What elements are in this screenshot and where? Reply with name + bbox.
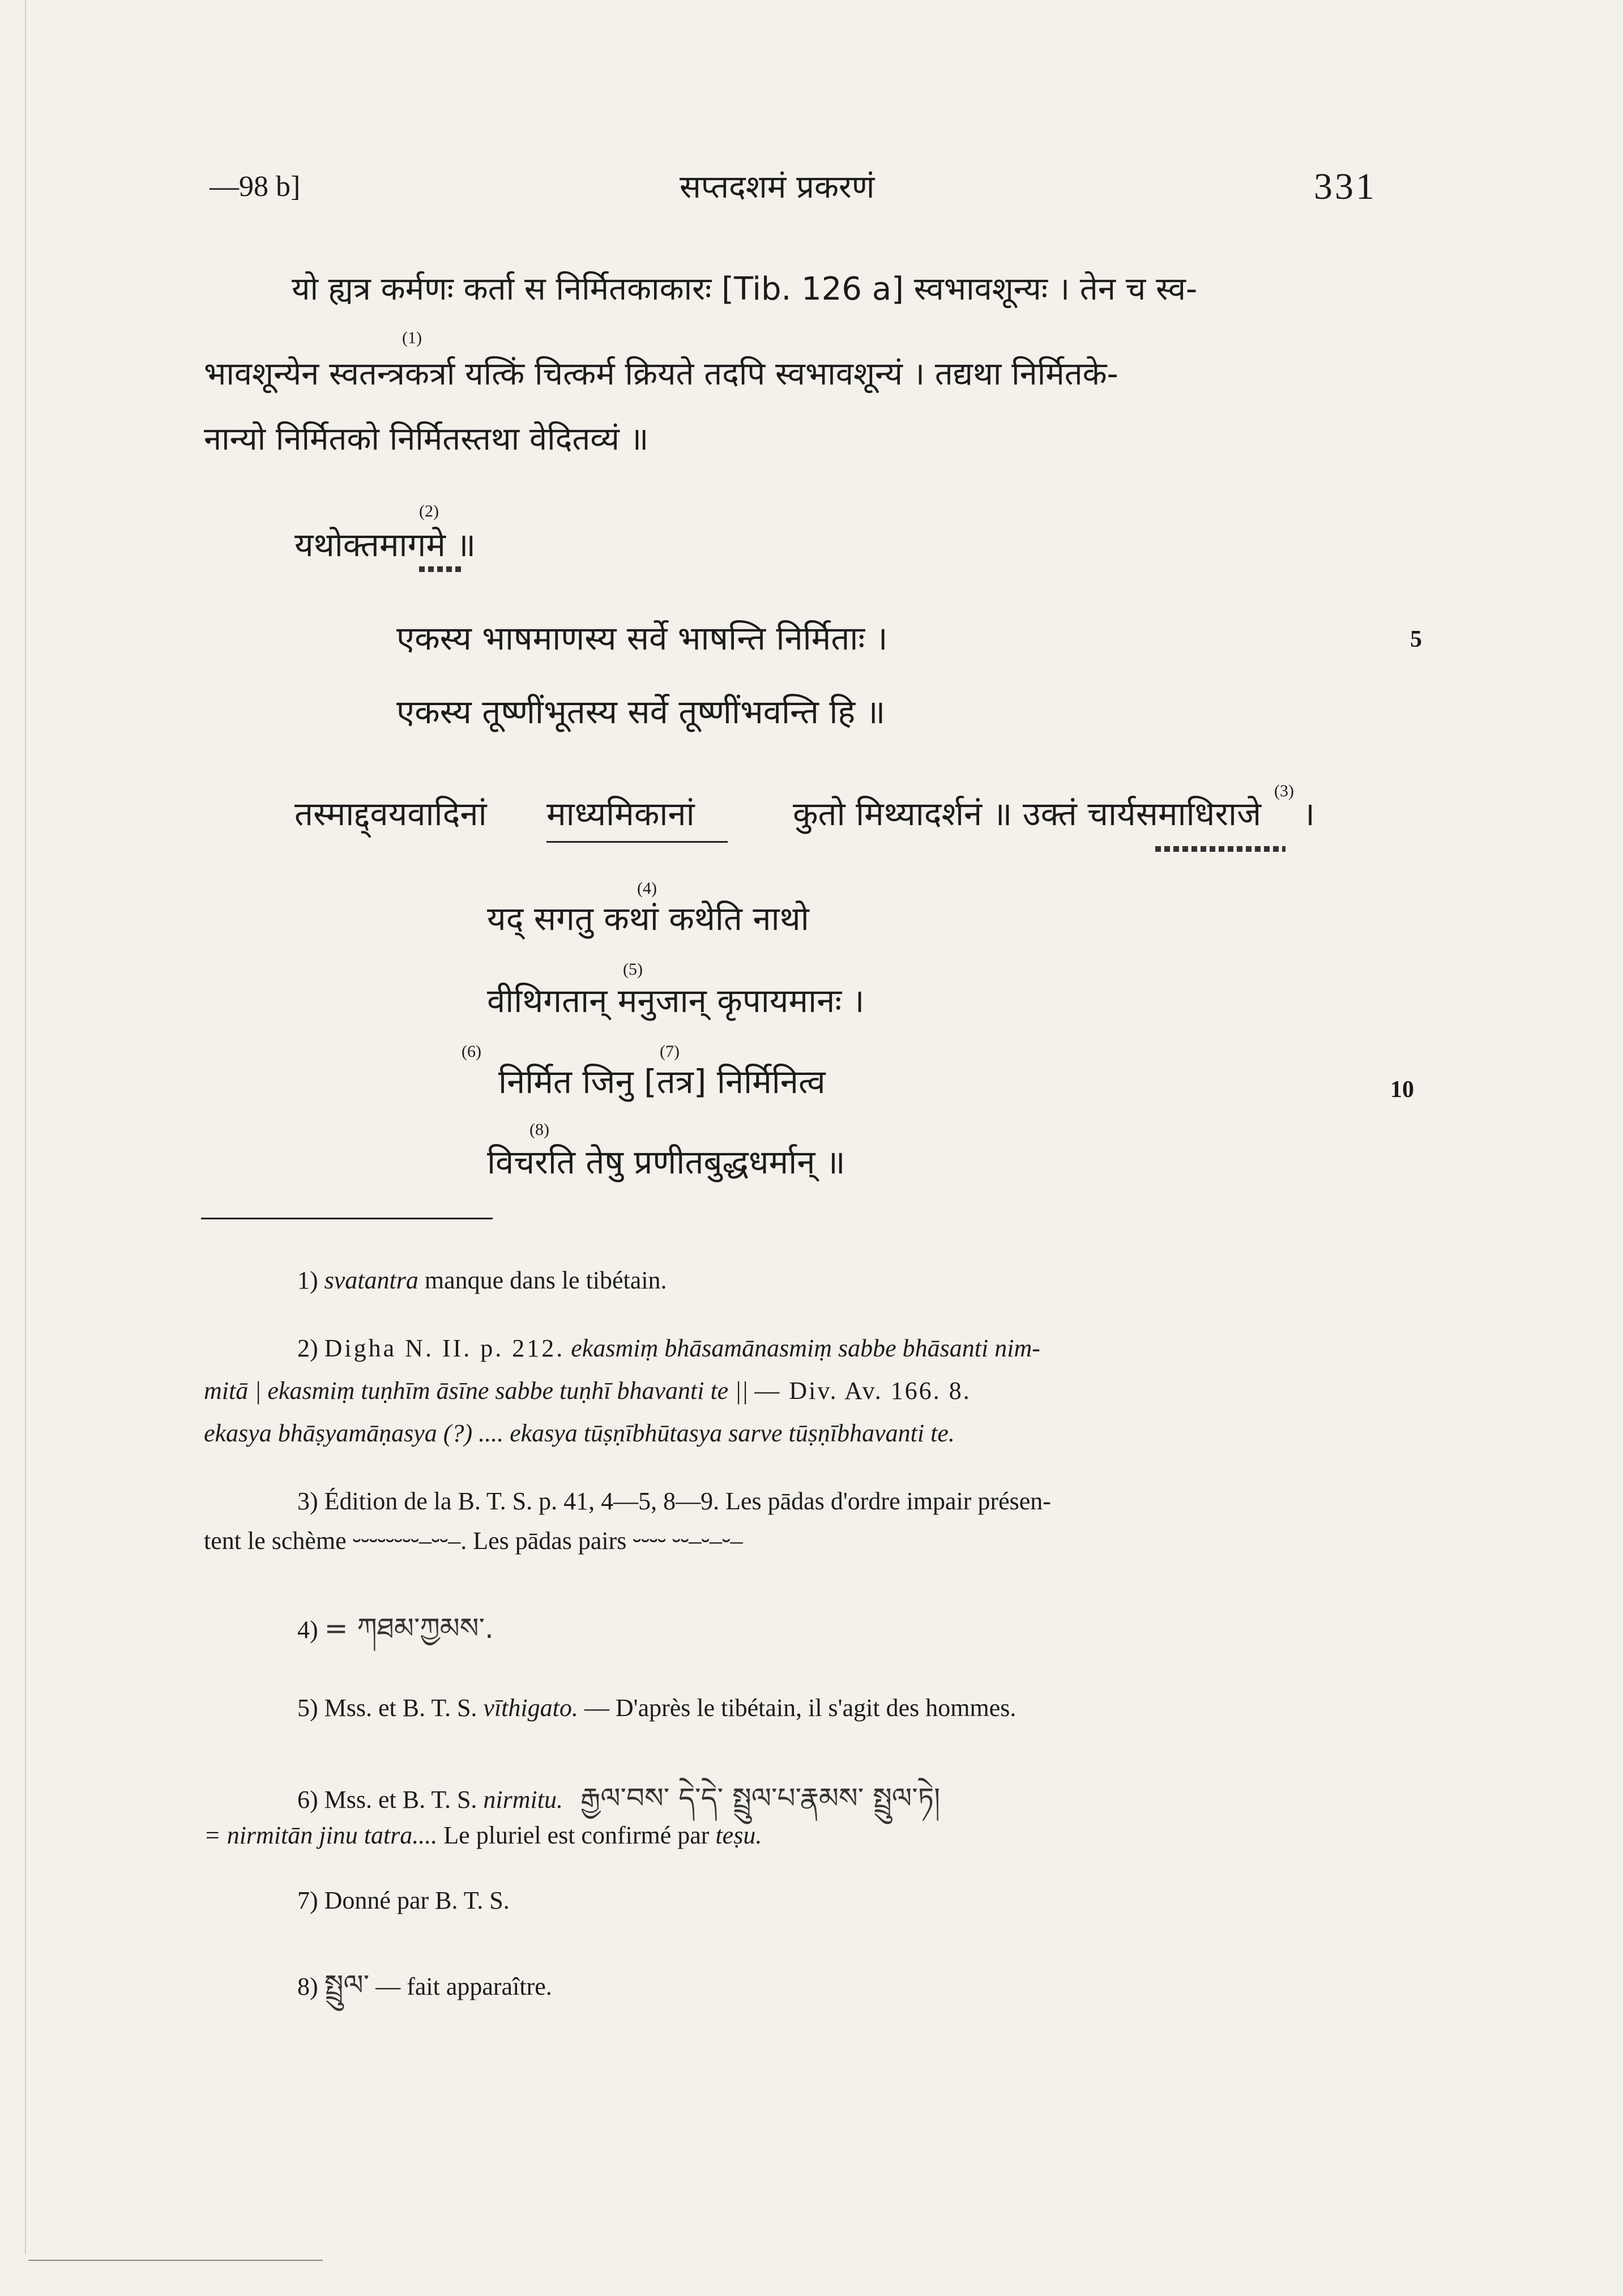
- para3-b: माध्यमिकानां: [546, 795, 695, 833]
- footnote-7-number: 7): [297, 1887, 318, 1914]
- para3-c: कुतो मिथ्यादर्शनं ॥ उक्तं चार्यसमाधिराजे: [793, 795, 1262, 833]
- margin-number-10: 10: [1390, 1077, 1414, 1103]
- footnote-separator: [201, 1218, 493, 1219]
- note-mark-8: (8): [529, 1120, 549, 1139]
- note-mark-1: (1): [402, 328, 422, 347]
- para2: यथोक्तमागमे ॥: [294, 526, 476, 564]
- footnote-3-text-1: Édition de la B. T. S. p. 41, 4—5, 8—9. Les pādas d'ordre impair présen-: [324, 1487, 1051, 1515]
- footnote-2-line1: [297, 1334, 1040, 1363]
- footnote-6-source: Mss. et B. T. S.: [324, 1786, 477, 1813]
- footnote-6-text: Le pluriel est confirmé par: [443, 1821, 710, 1849]
- scan-edge-line: [28, 2260, 323, 2261]
- footnote-7: [297, 1886, 510, 1915]
- verse2-line2: वीथिगतान् मनुजान् कृपायमानः ।: [487, 981, 865, 1020]
- footnote-6-term-2: teṣu.: [715, 1821, 762, 1849]
- footnote-6-line2: [204, 1821, 762, 1850]
- footnote-5-term: vīthigato.: [483, 1694, 578, 1722]
- header-left: —98 b]: [210, 170, 301, 203]
- note-mark-7: (7): [660, 1042, 680, 1061]
- wavy-underline: [419, 566, 462, 572]
- para3-d: ।: [1302, 795, 1315, 833]
- footnote-7-text: Donné par B. T. S.: [324, 1887, 510, 1914]
- verse2-line4: विचरति तेषु प्रणीतबुद्धधर्मान् ॥: [487, 1143, 845, 1181]
- footnote-1: [297, 1266, 667, 1295]
- footnote-8-text: — fait apparaître.: [375, 1973, 552, 2000]
- para1-line1: यो ह्यत्र कर्मणः कर्ता स निर्मितकाकारः [Tib. 126 a] स्वभावशून्यः । तेन च स्व-: [292, 271, 1198, 308]
- footnote-5-source: Mss. et B. T. S.: [324, 1694, 477, 1722]
- verse2-line1: यद् सगतु कथां कथेति नाथो: [487, 899, 809, 938]
- page-number: 331: [1314, 166, 1377, 207]
- note-mark-3: (3): [1274, 782, 1294, 800]
- note-mark-4: (4): [637, 879, 657, 898]
- underline-madhyamika: [546, 841, 728, 843]
- para3-a: तस्माद्द्वयवादिनां: [294, 795, 487, 833]
- running-title: सप्तदशमं प्रकरणं: [680, 169, 875, 206]
- footnote-6-term: nirmitu.: [483, 1786, 563, 1813]
- footnote-2-line3: [204, 1419, 955, 1448]
- footnote-1-text: manque dans le tibétain.: [424, 1266, 667, 1294]
- footnote-2-line2: [204, 1376, 971, 1405]
- footnote-4-tibetan: = ཀཐམ་ཀྱམས་.: [324, 1612, 494, 1645]
- footnote-3-line1: [297, 1487, 1051, 1516]
- footnote-4: [297, 1597, 494, 1676]
- footnote-4-number: 4): [297, 1616, 318, 1644]
- footnote-1-term: svatantra: [324, 1266, 418, 1294]
- scan-margin-line: [25, 0, 26, 2254]
- footnote-2-number: 2): [297, 1334, 318, 1362]
- note-mark-2: (2): [419, 502, 439, 520]
- para1-line3: नान्यो निर्मितको निर्मितस्तथा वेदितव्यं ॥: [204, 421, 649, 458]
- wavy-underline-samadhiraja: [1155, 846, 1285, 852]
- para1-line2: भावशून्येन स्वतन्त्रकर्त्रा यत्किं चित्कर्म क्रियते तदपि स्वभावशून्यं । तद्यथा निर्मितके-: [204, 356, 1118, 392]
- footnote-2-source: Digha N. II. p. 212.: [324, 1334, 565, 1362]
- footnote-2-pali-1: ekasmiṃ bhāsamānasmiṃ sabbe bhāsanti nim-: [571, 1334, 1040, 1362]
- footnote-5-number: 5): [297, 1694, 318, 1722]
- footnote-6-reading: = nirmitān jinu tatra....: [204, 1821, 438, 1849]
- footnote-6-number: 6): [297, 1786, 318, 1813]
- footnote-3-number: 3): [297, 1487, 318, 1515]
- verse1-line1: एकस्य भाषमाणस्य सर्वे भाषन्ति निर्मिताः ।: [396, 619, 888, 658]
- footnote-8: [297, 1954, 552, 2033]
- footnote-2-div: — Div. Av. 166. 8.: [754, 1377, 971, 1405]
- margin-number-5: 5: [1410, 626, 1422, 652]
- verse1-line2: एकस्य तूष्णींभूतस्य सर्वे तूष्णींभवन्ति हि ॥: [396, 693, 886, 731]
- footnote-6-tibetan: རྒྱལ་བས་ དེ་དེ་ སྤྲུལ་པ་རྣམས་ སྤྲུལ་ཏེ།: [580, 1782, 941, 1815]
- footnote-5-text: — D'après le tibétain, il s'agit des hommes.: [584, 1694, 1016, 1722]
- footnote-2-sanskrit: ekasya bhāṣyamāṇasya (?) .... ekasya tūṣṇībhūtasya sarve tūṣṇībhavanti te.: [204, 1419, 955, 1447]
- footnote-3-line2: tent le schème ⏑⏑⏑⏑⏑⏑⏑⏑–⏑⏑–. Les pādas pairs ⏑⏑⏑⏑ ⏑⏑–⏑–⏑–: [204, 1527, 743, 1555]
- footnote-5: [297, 1693, 1016, 1722]
- verse2-line3: निर्मित जिनु [तत्र] निर्मिनित्व: [498, 1062, 826, 1101]
- footnote-2-pali-2: mitā | ekasmiṃ tuṇhīm āsīne sabbe tuṇhī bhavanti te ||: [204, 1377, 749, 1405]
- footnote-1-number: 1): [297, 1266, 318, 1294]
- footnote-8-number: 8): [297, 1973, 318, 2000]
- note-mark-5: (5): [623, 960, 643, 979]
- footnote-8-tibetan: སྤྲུལ་: [324, 1969, 370, 2001]
- note-mark-6: (6): [462, 1042, 481, 1061]
